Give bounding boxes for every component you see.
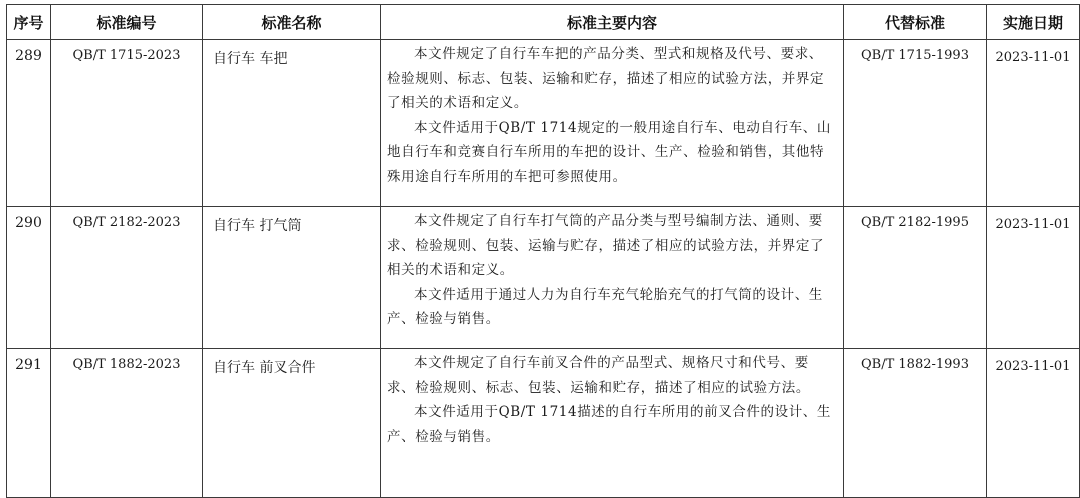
content-paragraph: 本文件规定了自行车打气筒的产品分类与型号编制方法、通则、要求、检验规则、包装、运输与贮存，描述了相应的试验方法，并界定了相关的术语和定义。 [387,213,825,278]
row-code: QB/T 1715-2023 [51,40,203,207]
content-paragraph: 本文件规定了自行车前叉合件的产品型式、规格尺寸和代号、要求、检验规则、标志、包装、运输和贮存，描述了相应的试验方法。 [387,355,810,396]
header-date: 实施日期 [987,5,1080,40]
content-paragraph: 本文件规定了自行车车把的产品分类、型式和规格及代号、要求、检验规则、标志、包装、运输和贮存，描述了相应的试验方法，并界定了相关的术语和定义。 [387,46,825,111]
table-row [7,207,1080,349]
header-code: 标准编号 [51,5,203,40]
row-date: 2023-11-01 [987,349,1080,498]
header-replaces: 代替标准 [844,5,987,40]
header-content: 标准主要内容 [381,5,844,40]
row-code: QB/T 1882-2023 [51,349,203,498]
row-code: QB/T 2182-2023 [51,207,203,349]
row-content [381,349,844,498]
content-paragraph: 本文件适用于QB/T 1714描述的自行车所用的前叉合件的设计、生产、检验与销售。 [387,404,831,445]
row-content [381,207,844,349]
row-date: 2023-11-01 [987,207,1080,349]
row-seq: 289 [7,40,51,207]
row-replaces: QB/T 2182-1995 [844,207,987,349]
row-seq: 290 [7,207,51,349]
header-seq: 序号 [7,5,51,40]
row-date: 2023-11-01 [987,40,1080,207]
row-name: 自行车 车把 [203,40,381,207]
row-name: 自行车 前叉合件 [203,349,381,498]
standards-table [6,4,1080,498]
row-content [381,40,844,207]
header-name: 标准名称 [203,5,381,40]
row-replaces: QB/T 1882-1993 [844,349,987,498]
row-replaces: QB/T 1715-1993 [844,40,987,207]
table-row [7,349,1080,498]
row-seq: 291 [7,349,51,498]
table-header-row [7,5,1080,40]
row-name: 自行车 打气筒 [203,207,381,349]
content-paragraph: 本文件适用于通过人力为自行车充气轮胎充气的打气筒的设计、生产、检验与销售。 [387,286,823,327]
content-paragraph: 本文件适用于QB/T 1714规定的一般用途自行车、电动自行车、山地自行车和竞赛自行车所用的车把的设计、生产、检验和销售，其他特殊用途自行车所用的车把可参照使用。 [387,119,831,185]
table-row [7,40,1080,207]
